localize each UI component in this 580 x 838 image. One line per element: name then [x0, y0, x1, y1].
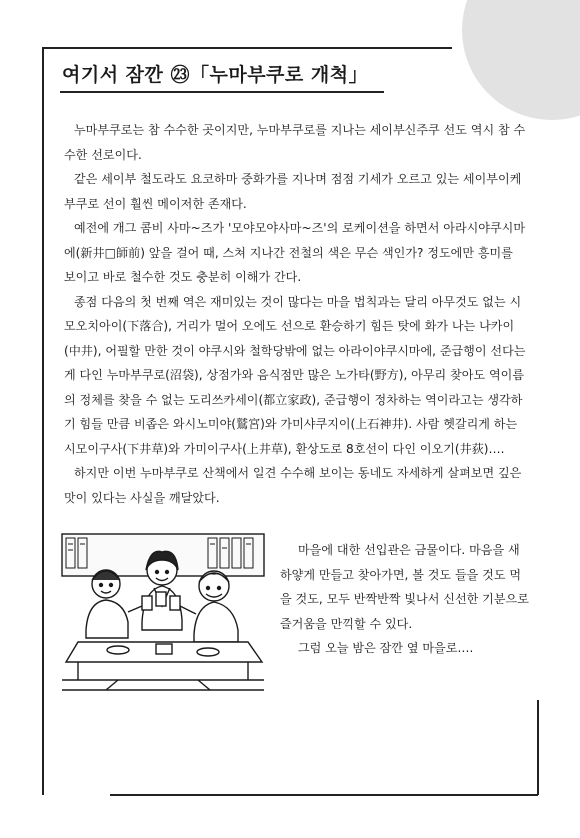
corner-decoration: [462, 0, 580, 120]
frame-line-top: [42, 47, 452, 49]
page-title: 여기서 잠깐 ㉓「누마부쿠로 개척」: [62, 64, 369, 86]
side-text: [280, 538, 530, 661]
paragraph: 같은 세이부 철도라도 요코하마 중화가를 지나며 점점 기세가 오르고 있는 세이부이케부쿠로 선이 훨씬 메이저한 존재다.: [64, 172, 522, 211]
body-text: [64, 118, 528, 510]
title-underline: [60, 91, 384, 93]
izakaya-drinking-scene-cartoon: [58, 530, 268, 695]
paragraph: 하지만 이번 누마부쿠로 산책에서 일견 수수해 보이는 동네도 자세하게 살펴보면 깊은 맛이 있다는 사실을 깨달았다.: [64, 466, 522, 505]
frame-line-right: [537, 700, 539, 795]
paragraph: 종점 다음의 첫 번째 역은 재미있는 것이 많다는 마을 법칙과는 달리 아무것도 없는 시모오치아이(下落合), 거리가 멀어 오에도 선으로 환승하기 힘든 탓에 화가 나는 나카이(中井), 어필할 만한 것이 야쿠시와 철학당밖에 없는 아라이야쿠시마에, 준급행이 선다는 게 다인 누마부쿠로(沼袋), 상점가와 음식점만 많은 노가타(野方), 아무리 찾아도 역이름의 정체를 찾을 수 없는 도리쓰카세이(都立家政), 준급행이 정차하는 역이라고는 생각하기 힘들 만큼 비좁은 와시노미야(鷲宮)와 가미샤쿠지이(上石神井). 사람 헷갈리게 하는 시모이구사(下井草)와 가미이구사(上井草), 환상도로 8호선이 다인 이오기(井荻)….: [64, 294, 526, 456]
paragraph: 예전에 개그 콤비 사마~즈가 '모야모야사마~즈'의 로케이션을 하면서 아라시야쿠시마에(新井□師前) 앞을 걸어 때, 스쳐 지나간 전철의 색은 무슨 색인가? 정도에만 흥미를 보이고 바로 철수한 것도 충분히 이해가 간다.: [64, 221, 526, 284]
paragraph: 마을에 대한 선입관은 금물이다. 마음을 새하얗게 만들고 찾아가면, 볼 것도 들을 것도 먹을 것도, 모두 반짝반짝 빛나서 신선한 기분으로 즐거움을 만끽할 수 있다.: [280, 543, 529, 631]
paragraph: 그럼 오늘 밤은 잠깐 옆 마을로….: [298, 641, 474, 655]
frame-line-bottom: [110, 794, 538, 796]
paragraph: 누마부쿠로는 참 수수한 곳이지만, 누마부쿠로를 지나는 세이부신주쿠 선도 역시 참 수수한 선로이다.: [64, 123, 526, 162]
frame-line-left: [42, 47, 44, 795]
